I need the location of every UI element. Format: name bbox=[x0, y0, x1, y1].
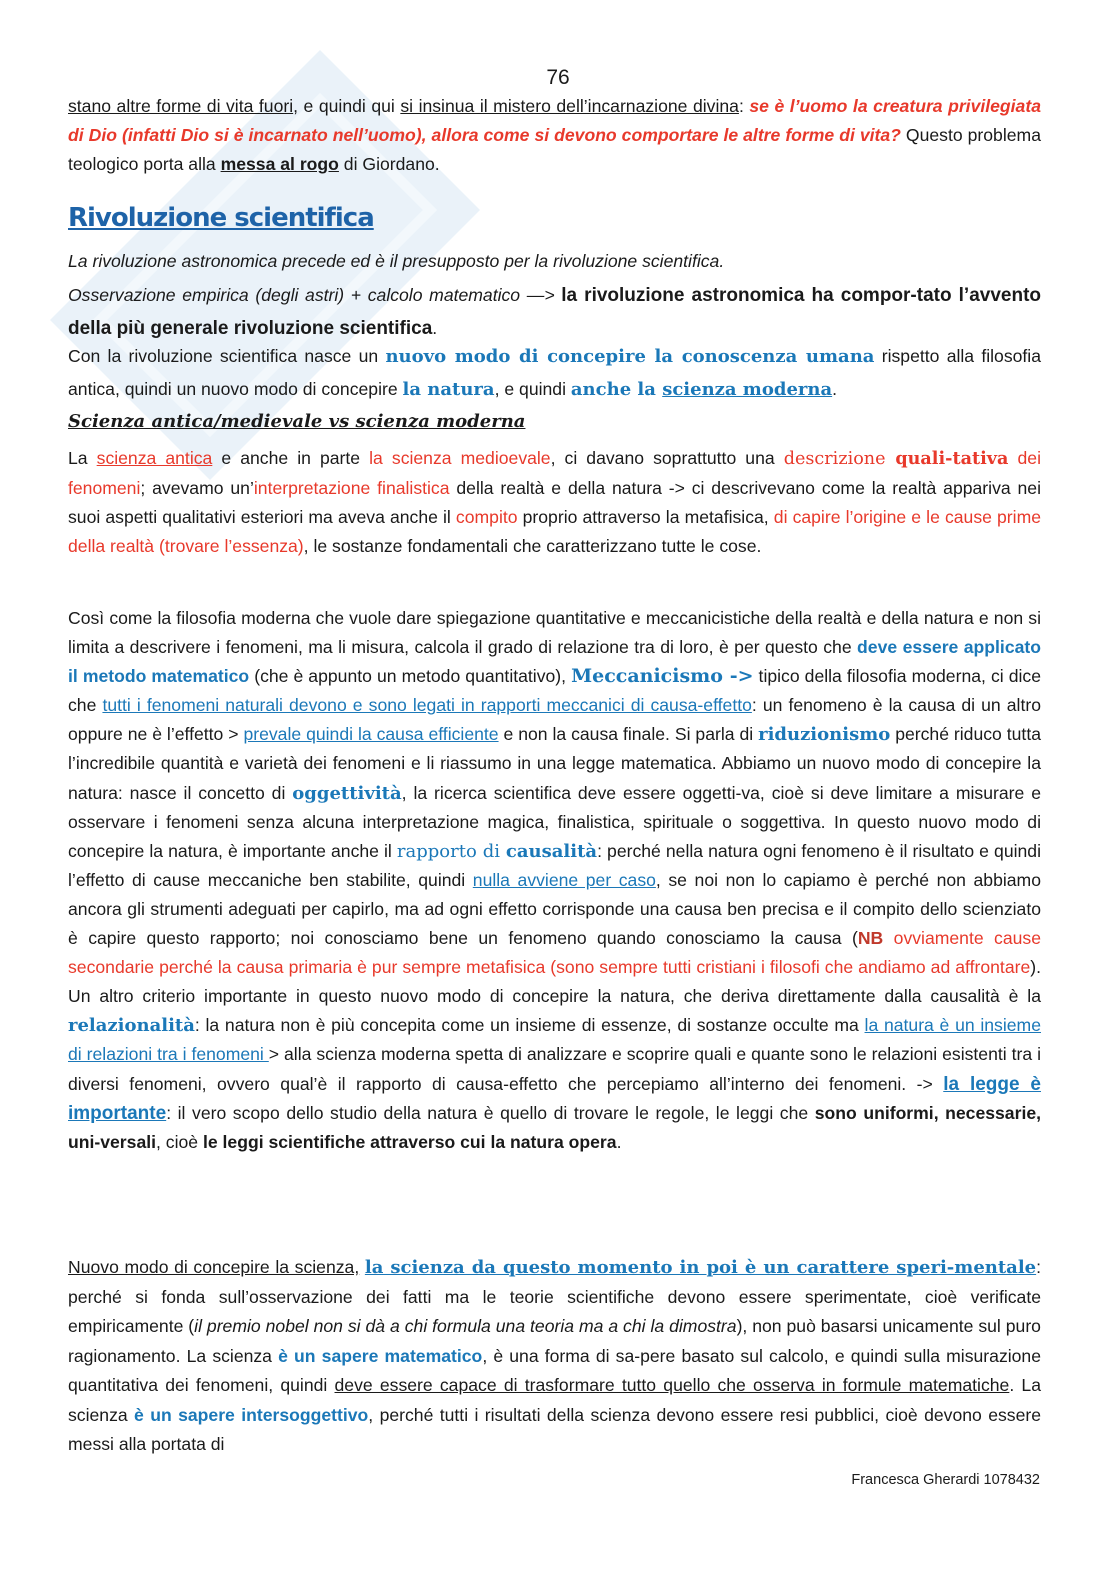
paragraph-intro: stano altre forme di vita fuori, e quindi qui si insinua il mistero dell’incarnazione divina: se è l’uomo la creatura privilegiata di Dio (infatti Dio si è incarnato nell’uomo), allora come si devono comportare le altre forme di vita? Questo problema teologico porta alla messa al rogo di Giordano. bbox=[68, 96, 1041, 174]
paragraph-modern-science: Così come la filosofia moderna che vuole dare spiegazione quantitative e meccanicistiche della realtà e della natura e non si limita a descrivere i fenomeni, ma li misura, calcola il grado di relazione tra di loro, è per questo che deve essere applicato il metodo matematico (che è appunto un metodo quantitativo), Meccanicismo -> tipico della filosofia moderna, ci dice che tutti i fenomeni naturali devono e sono legati in rapporti meccanici di causa-effetto: un fenomeno è la causa di un altro oppure ne è l’effetto > prevale quindi la causa efficiente e non la causa finale. Si parla di riduzionismo perché riduco tutta l’incredibile quantità e varietà dei fenomeni e li riassumo in una legge matematica. Abbiamo un nuovo modo di concepire la natura: nasce il concetto di oggettività, la ricerca scientifica deve essere oggetti-va, cioè si deve limitare a misurare e osservare i fenomeni senza alcuna interpretazione magica, finalistica, spirituale o soggettiva. In questo nuovo modo di concepire la natura, è importante anche il rapporto di causalità: perché nella natura ogni fenomeno è il risultato e quindi l’effetto di cause meccaniche ben stabilite, quindi nulla avviene per caso, se noi non lo capiamo è perché non abbiamo ancora gli strumenti adeguati per capirlo, ma ad ogni effetto corrisponde una causa ben precisa e il compito dello scienziato è capire questo rapporto; noi conosciamo bene un fenomeno quando conosciamo la causa (NB ovviamente cause secondarie perché la causa primaria è pur sempre metafisica (sono sempre tutti cristiani i filosofi che andiamo ad affrontare). Un altro criterio importante in questo nuovo modo di concepire la natura, che deriva direttamente dalla causalità è la relazionalità: la natura non è più concepita come un insieme di essenze, di sostanze occulte ma la natura è un insieme di relazioni tra i fenomeni > alla scienza moderna spetta di analizzare e scoprire quali e quante sono le relazioni esistenti tra i diversi fenomeni, ovvero qual’è il rapporto di causa-effetto che percepiamo all’interno dei fenomeni. -> la legge è importante: il vero scopo dello studio della natura è quello di trovare le regole, le leggi che sono uniformi, necessarie, uni-versali, cioè le leggi scientifiche attraverso cui la natura opera. bbox=[68, 608, 1042, 1152]
paragraph-experimental-science: Nuovo modo di concepire la scienza, la scienza da questo momento in poi è un carattere speri-mentale: perché si fonda sull’osservazione dei fatti ma le teorie scientifiche devono essere sperimentate, cioè verificate empiricamente (il premio nobel non si dà a chi formula una teoria ma a chi la dimostra), non può basarsi unicamente sul puro ragionamento. La scienza è un sapere matematico, è una forma di sa-pere basato sul calcolo, e quindi sulla misurazione quantitativa dei fenomeni, quindi deve essere capace di trasformare tutto quello che osserva in formule matematiche. La scienza è un sapere intersoggettivo, perché tutti i risultati della scienza devono essere resi pubblici, cioè devono essere messi alla portata di bbox=[68, 1257, 1042, 1454]
paragraph-premise: La rivoluzione astronomica precede ed è il presupposto per la rivoluzione scientifica. bbox=[68, 251, 725, 271]
subheading: Scienza antica/medievale vs scienza moderna bbox=[68, 411, 526, 432]
section-title: Rivoluzione scientifica bbox=[68, 203, 374, 233]
page-number: 76 bbox=[546, 66, 570, 89]
paragraph-new-knowledge: Con la rivoluzione scientifica nasce un nuovo modo di concepire la conoscenza umana rispetto alla filosofia antica, quindi un nuovo modo di concepire la natura, e quindi anche la scienza moderna. bbox=[68, 346, 1042, 400]
page-footer: Francesca Gherardi 1078432 bbox=[851, 1472, 1040, 1488]
paragraph-ancient-science: La scienza antica e anche in parte la scienza medioevale, ci davano soprattutto una descrizione quali-tativa dei fenomeni; avevamo un’interpretazione finalistica della realtà e della natura -> ci descrivevano come la realtà appariva nei suoi aspetti qualitativi esteriori ma aveva anche il compito proprio attraverso la metafisica, di capire l’origine e le cause prime della realtà (trovare l’essenza), le sostanze fondamentali che caratterizzano tutte le cose. bbox=[68, 448, 1042, 556]
paragraph-observation: Osservazione empirica (degli astri) + calcolo matematico —> la rivoluzione astronomica ha compor-tato l’avvento della più generale rivoluzione scientifica. bbox=[68, 285, 1041, 339]
